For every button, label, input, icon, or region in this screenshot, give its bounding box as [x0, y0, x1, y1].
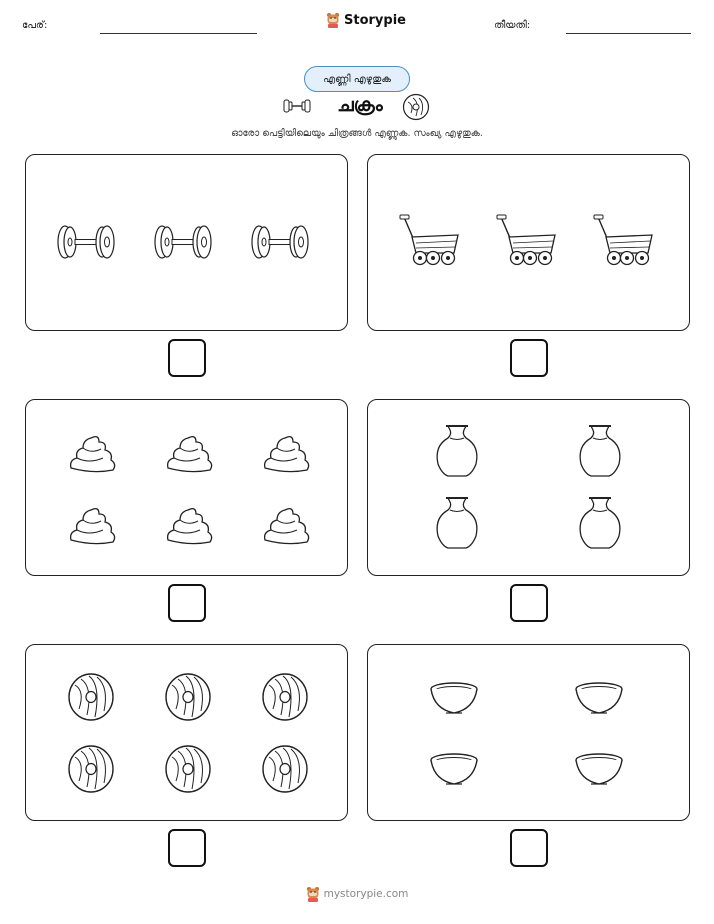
vase-icon: [437, 426, 477, 476]
wagon-icon: [594, 215, 652, 265]
wagon-icon: [400, 215, 458, 265]
wheel-icon: [166, 746, 210, 792]
activity-badge: എണ്ണി എഴുതുക: [304, 66, 410, 92]
answer-box-2[interactable]: [510, 339, 548, 377]
footer: [0, 886, 714, 902]
wheel-icon: [69, 674, 113, 720]
bear-mascot-icon: [326, 12, 340, 28]
vase-icon: [437, 498, 477, 548]
dumbbell-icon: [58, 226, 114, 258]
wheel-icon: [166, 674, 210, 720]
bowl-group: [428, 681, 632, 785]
wheel-icon: [69, 746, 113, 792]
cream-swirl-icon: [265, 437, 309, 472]
instruction-text: ഓരോ പെട്ടിയിലെയും ചിത്രങ്ങൾ എണ്ണുക. സംഖ്യ എഴുതുക.: [231, 128, 483, 139]
date-field-line[interactable]: [566, 33, 691, 34]
counting-card-6: [367, 644, 690, 821]
cream-swirl-icon: [168, 509, 212, 544]
date-label: തീയതി:: [494, 20, 531, 31]
name-field-line[interactable]: [100, 33, 257, 34]
wagon-icon: [497, 215, 555, 265]
counting-card-3: [25, 399, 348, 576]
cream-swirl-icon: [71, 437, 115, 472]
vase-icon: [580, 498, 620, 548]
vase-group: [434, 424, 626, 552]
dumbbell-icon: [282, 98, 312, 114]
bowl-icon: [431, 683, 477, 713]
counting-card-1: [25, 154, 348, 331]
cream-swirl-group: [66, 430, 310, 546]
vase-icon: [580, 426, 620, 476]
wheel-icon: [402, 93, 430, 121]
bowl-icon: [431, 754, 477, 784]
cream-swirl-icon: [168, 437, 212, 472]
cream-swirl-icon: [71, 509, 115, 544]
dumbbell-icon: [252, 226, 308, 258]
wheel-icon: [263, 674, 307, 720]
counting-card-2: [367, 154, 690, 331]
counting-card-5: [25, 644, 348, 821]
bowl-icon: [576, 683, 622, 713]
answer-box-6[interactable]: [510, 829, 548, 867]
counting-card-4: [367, 399, 690, 576]
wheel-icon: [263, 746, 307, 792]
name-label: പേര്:: [22, 20, 48, 31]
wagon-group: [400, 215, 660, 267]
answer-box-3[interactable]: [168, 584, 206, 622]
answer-box-5[interactable]: [168, 829, 206, 867]
brand-name: Storypie: [344, 12, 406, 28]
dumbbell-group: [56, 223, 320, 261]
bowl-icon: [576, 754, 622, 784]
answer-box-1[interactable]: [168, 339, 206, 377]
bear-mascot-icon: [306, 886, 320, 902]
brand-logo: [326, 12, 406, 28]
wheel-group: [66, 671, 310, 795]
cream-swirl-icon: [265, 509, 309, 544]
answer-box-4[interactable]: [510, 584, 548, 622]
worksheet-title: ചക്രം: [337, 94, 383, 116]
footer-url[interactable]: mystorypie.com: [323, 888, 409, 900]
dumbbell-icon: [155, 226, 211, 258]
